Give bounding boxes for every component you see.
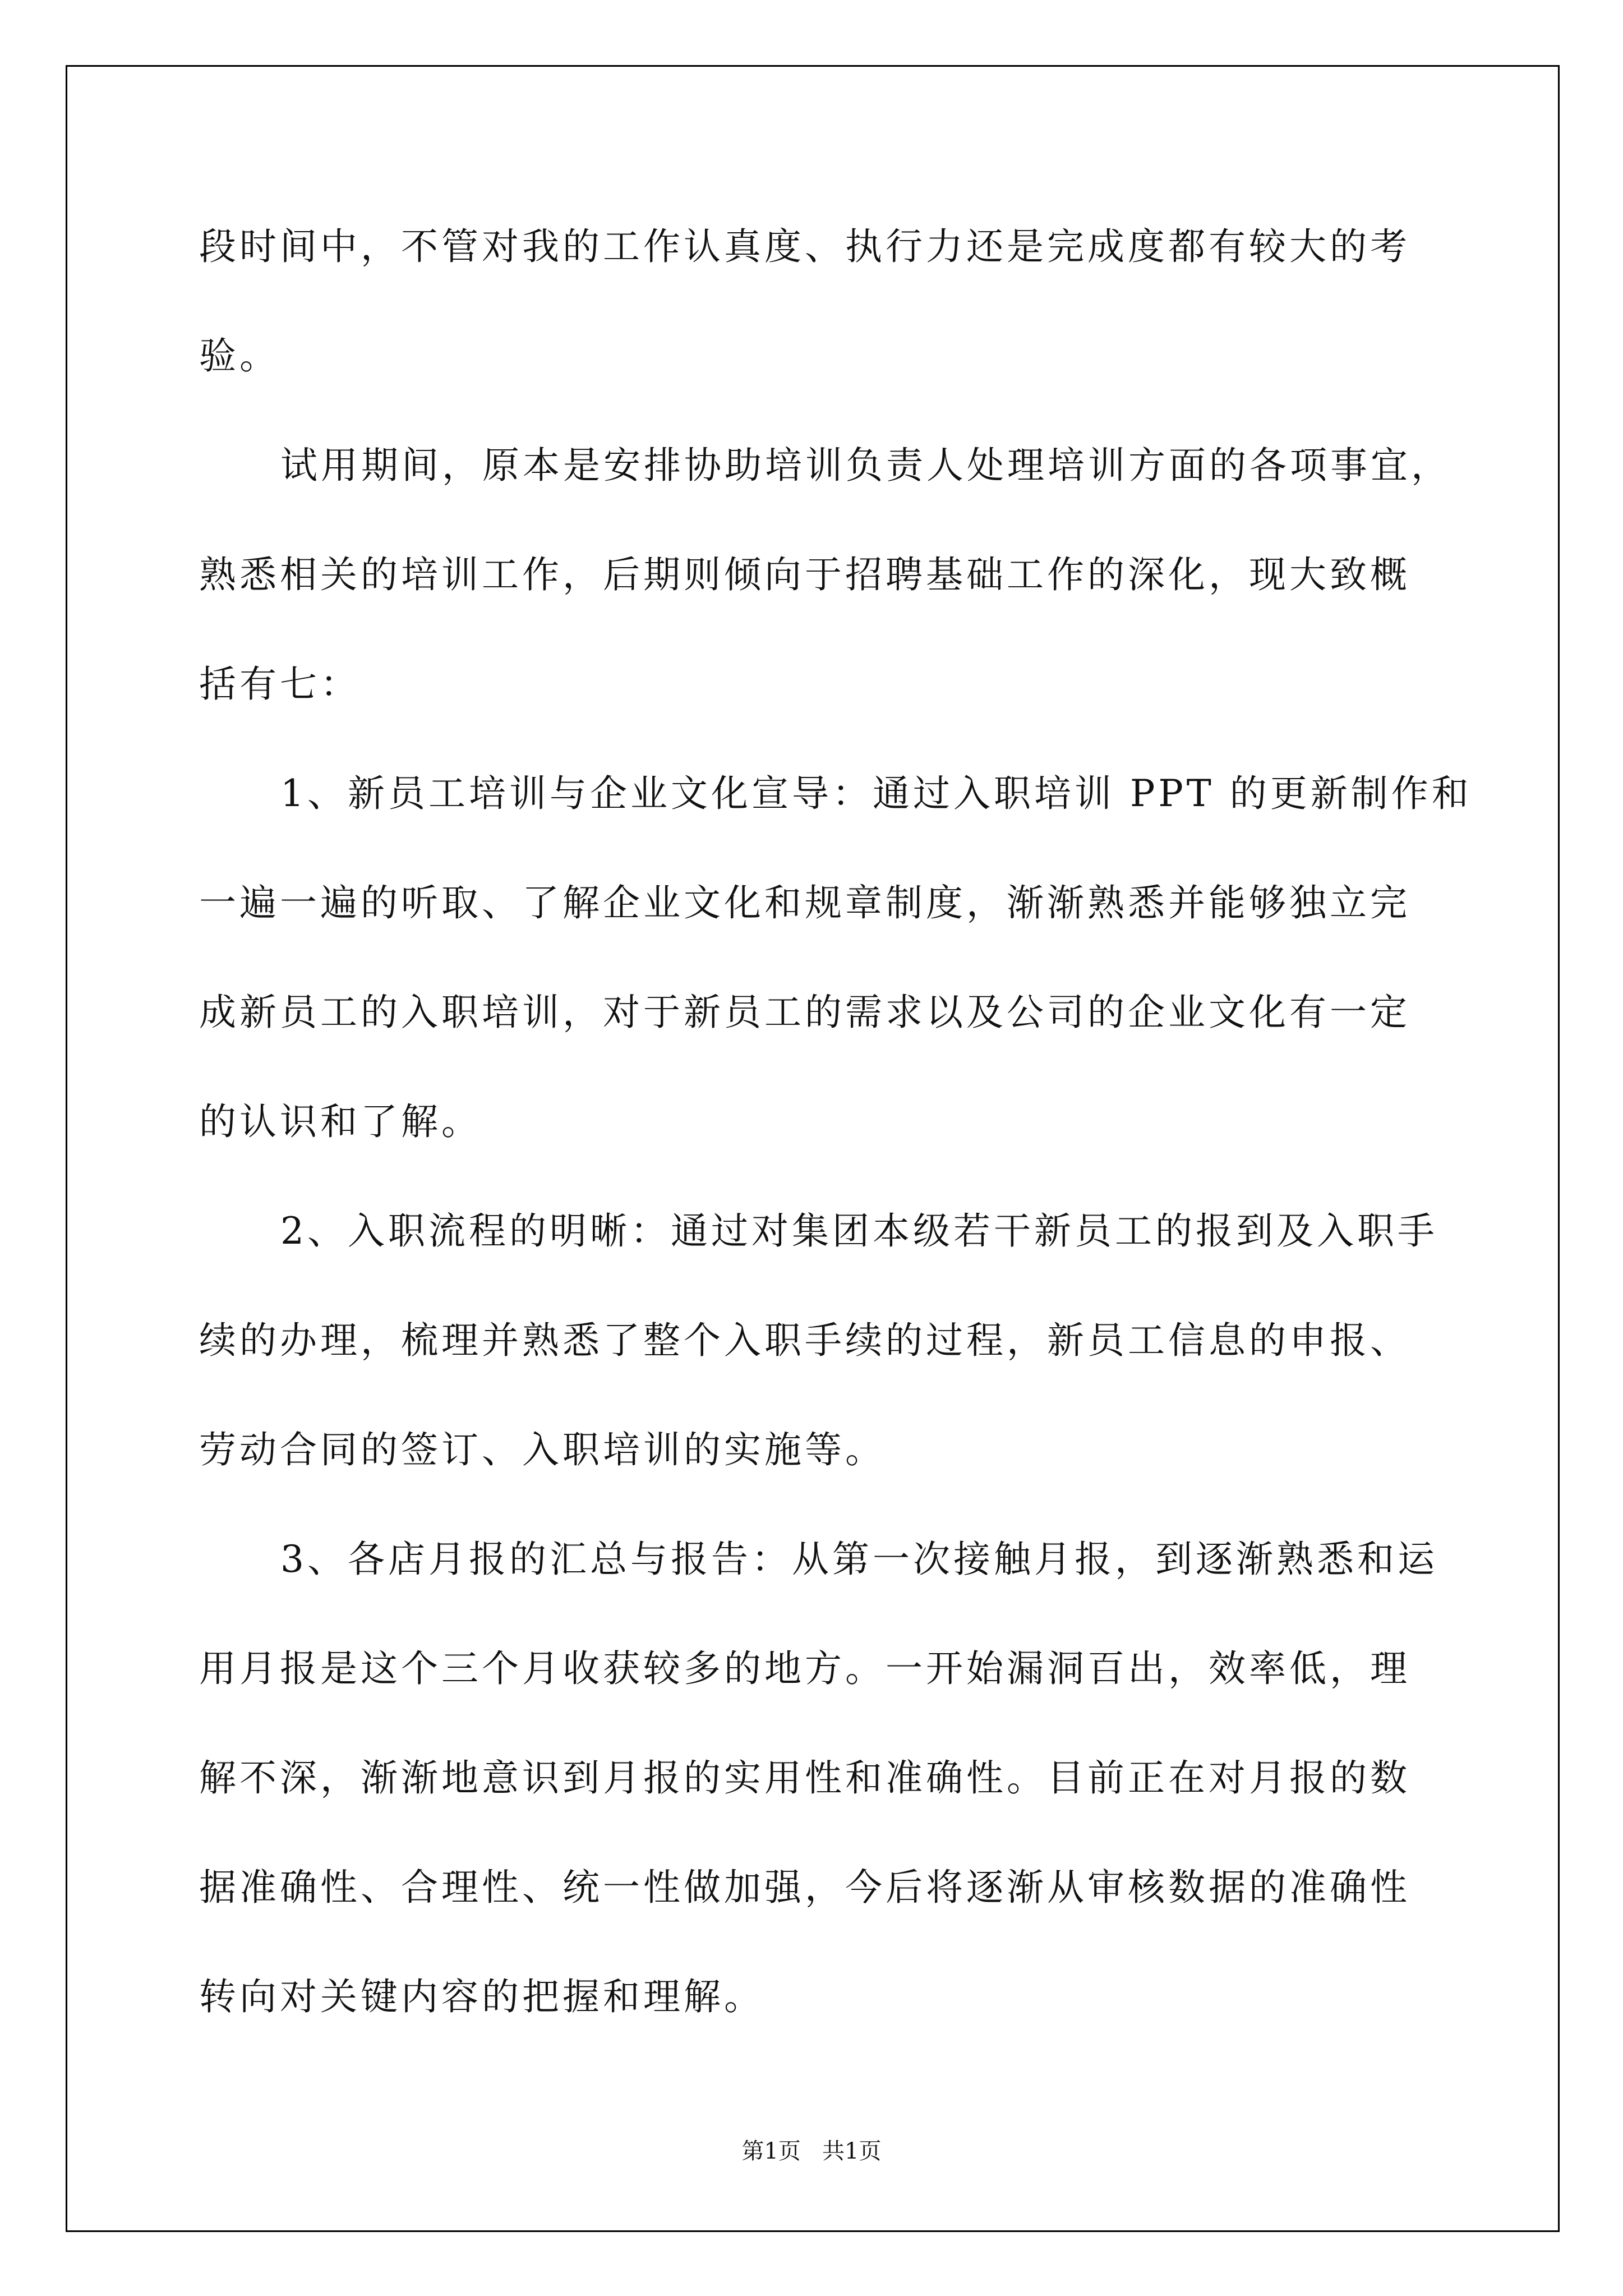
paragraph-4-line-1: 2、入职流程的明晰：通过对集团本级若干新员工的报到及入职手: [280, 1209, 1438, 1253]
paragraph-3-line-3: 成新员工的入职培训，对于新员工的需求以及公司的企业文化有一定: [199, 991, 1410, 1034]
paragraph-5-line-5: 转向对关键内容的把握和理解。: [199, 1975, 764, 2018]
paragraph-5-line-1: 3、各店月报的汇总与报告：从第一次接触月报，到逐渐熟悉和运: [280, 1538, 1438, 1581]
page-number-footer: 第1页 共1页: [741, 2138, 882, 2164]
paragraph-4-line-2: 续的办理，梳理并熟悉了整个入职手续的过程，新员工信息的申报、: [199, 1319, 1410, 1362]
paragraph-3-line-1: 1、新员工培训与企业文化宣导：通过入职培训 PPT 的更新制作和: [280, 772, 1472, 815]
paragraph-5-line-4: 据准确性、合理性、统一性做加强，今后将逐渐从审核数据的准确性: [199, 1866, 1410, 1909]
paragraph-2-line-1: 试用期间，原本是安排协助培训负责人处理培训方面的各项事宜，: [280, 444, 1451, 487]
paragraph-4-line-3: 劳动合同的签订、入职培训的实施等。: [199, 1428, 886, 1471]
paragraph-3-line-4: 的认识和了解。: [199, 1100, 482, 1143]
paragraph-5-line-3: 解不深，渐渐地意识到月报的实用性和准确性。目前正在对月报的数: [199, 1756, 1410, 1800]
paragraph-1-line-1: 段时间中，不管对我的工作认真度、执行力还是完成度都有较大的考: [199, 225, 1410, 268]
paragraph-5-line-2: 用月报是这个三个月收获较多的地方。一开始漏洞百出，效率低，理: [199, 1647, 1410, 1690]
paragraph-2-line-2: 熟悉相关的培训工作，后期则倾向于招聘基础工作的深化，现大致概: [199, 553, 1410, 596]
paragraph-1-line-2: 验。: [199, 334, 280, 378]
paragraph-3-line-2: 一遍一遍的听取、了解企业文化和规章制度，渐渐熟悉并能够独立完: [199, 881, 1410, 924]
paragraph-2-line-3: 括有七：: [199, 662, 361, 706]
